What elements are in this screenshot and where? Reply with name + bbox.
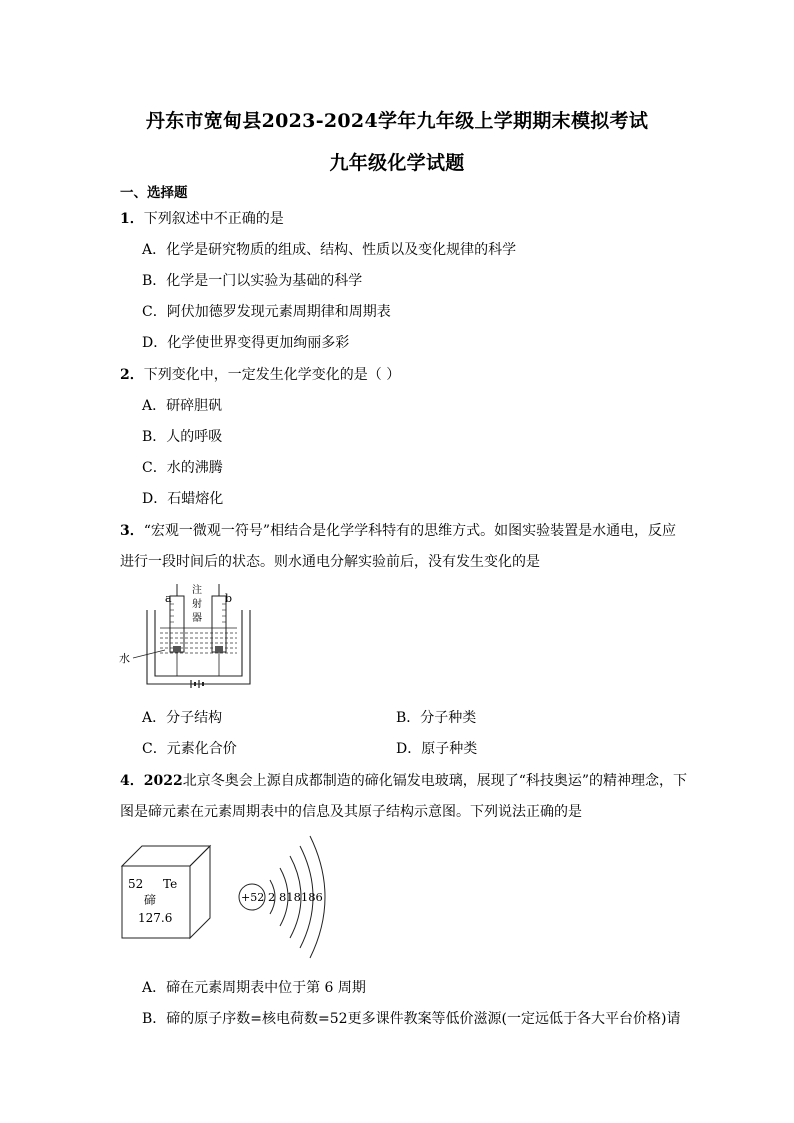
- question-2-stem: [120, 364, 400, 384]
- q1-option-d: D．化学使世界变得更加绚丽多彩: [142, 335, 350, 351]
- syringe-a: [170, 596, 184, 652]
- q2-option-d: D．石蜡熔化: [142, 491, 224, 507]
- question-3-stem: [120, 520, 676, 540]
- label-syringe-2: 射: [192, 599, 202, 610]
- label-syringe-3: 器: [192, 613, 202, 624]
- q3-option-d: D．原子种类: [396, 741, 478, 757]
- element-name: 碲: [144, 893, 157, 907]
- q4-option-b: B．碲的原子序数=核电荷数=52更多课件教案等低价滋源(一定远低于各大平台价格)请: [142, 1011, 681, 1027]
- q1-option-b: B．化学是一门以实验为基础的科学: [142, 273, 363, 289]
- electrode-left: [173, 646, 181, 652]
- nucleus-charge: +52: [241, 891, 265, 904]
- question-number: 4．: [120, 773, 144, 789]
- syringe-b: [212, 596, 226, 652]
- label-syringe-1: 注: [192, 585, 202, 596]
- question-number: 3．: [120, 523, 144, 539]
- label-water: 水: [119, 652, 130, 665]
- question-text: 下列叙述中不正确的是: [143, 211, 284, 227]
- q4-option-a: A．碲在元素周期表中位于第 6 周期: [142, 980, 366, 996]
- question-text: 北京冬奥会上源自成都制造的碲化镉发电玻璃，展现了“科技奥运”的精神理念，下: [182, 773, 688, 789]
- atomic-mass: 127.6: [138, 911, 173, 925]
- exam-subtitle: 九年级化学试题: [329, 152, 465, 174]
- label-a: a: [165, 592, 172, 605]
- q1-option-a: A．化学是研究物质的组成、结构、性质以及变化规律的科学: [142, 242, 517, 258]
- question-1-stem: [120, 208, 284, 228]
- question-text: 下列变化中，一定发生化学变化的是（ ）: [143, 367, 401, 383]
- q1-option-c: C．阿伏加德罗发现元素周期律和周期表: [142, 304, 391, 320]
- q2-option-a: A．研碎胆矾: [142, 398, 223, 414]
- electrolysis-apparatus-figure: [115, 580, 265, 695]
- label-b: b: [225, 592, 233, 605]
- q3-option-c: C．元素化合价: [142, 741, 237, 757]
- q3-option-a: A．分子结构: [142, 710, 223, 726]
- tellurium-element-card: [118, 842, 218, 942]
- atomic-number: 52: [128, 877, 144, 891]
- electrode-right: [215, 646, 223, 652]
- element-symbol: Te: [163, 877, 178, 891]
- question-number: 2．: [120, 367, 144, 383]
- tellurium-atom-structure: [232, 832, 342, 962]
- question-4-stem-line2: 图是碲元素在元素周期表中的信息及其原子结构示意图。下列说法正确的是: [120, 804, 582, 820]
- question-text: “宏观一微观一符号”相结合是化学学科特有的思维方式。如图实验装置是水通电，反应: [143, 523, 677, 539]
- water-hatching: [160, 633, 237, 653]
- question-4-stem: [120, 770, 687, 790]
- q2-option-c: C．水的沸腾: [142, 460, 223, 476]
- electron-counts: 2 818186: [268, 890, 323, 904]
- question-3-stem-line2: 进行一段时间后的状态。则水通电分解实验前后，没有发生变化的是: [120, 554, 540, 570]
- exam-title: 丹东市宽甸县2023-2024学年九年级上学期期末模拟考试: [145, 110, 649, 132]
- q3-option-b: B．分子种类: [396, 710, 477, 726]
- question-number: 1．: [120, 211, 144, 227]
- question-year: 2022: [143, 773, 183, 789]
- q2-option-b: B．人的呼吸: [142, 429, 223, 445]
- section-heading: 一、选择题: [120, 185, 188, 201]
